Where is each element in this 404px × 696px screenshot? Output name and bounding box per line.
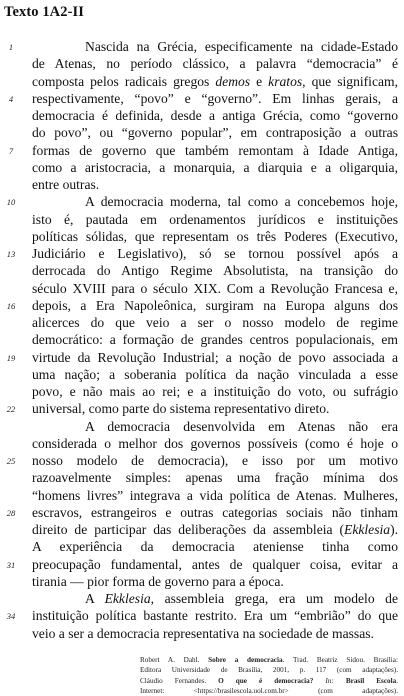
line-text: uma nação; a soberania política da nação vinculada a esse (32, 366, 398, 382)
line-text: povo, e não mais ao rei; e a instituição do voto, ou sufrágio (32, 384, 398, 399)
text-line (0, 331, 404, 348)
line-number: 13 (6, 249, 16, 259)
line-number: 22 (6, 404, 16, 415)
text-line (0, 73, 404, 90)
line-text: escravos, estrangeiros e outras categorias sociais não tinham (32, 504, 398, 520)
line-number: 10 (6, 197, 16, 208)
line-text: século XVIII para o século XIX. Com a Revolução Francesa e, (32, 280, 398, 296)
text-line (0, 159, 404, 176)
line-number: 1 (8, 42, 14, 52)
text-line (0, 452, 404, 469)
text-line (0, 193, 404, 210)
text-line (0, 590, 404, 607)
text-line (0, 142, 404, 159)
text-line (0, 556, 404, 573)
line-number: 34 (6, 611, 16, 622)
text-line (0, 349, 404, 366)
line-text: do povo”, ou “governo popular”, em contraposição a outras (32, 125, 398, 141)
text-line (0, 366, 404, 383)
text-line (0, 245, 404, 262)
text-line (0, 487, 404, 504)
text-line (0, 228, 404, 245)
text-line (0, 400, 404, 417)
line-text: entre outras. (32, 177, 100, 192)
text-line (0, 55, 404, 72)
reference-block (140, 655, 398, 696)
line-text: como a aristocracia, a monarquia, a diarquia e a oligarquia, (32, 159, 398, 175)
reference-line: Internet: <https://brasilescola.uol.com.br> (com adaptações). (140, 686, 398, 695)
line-text: razoavelmente simples: apenas uma fração mínima dos (32, 470, 398, 486)
line-text: Judiciário e Legislativo), só se tornou possível após a (32, 246, 398, 261)
text-body (0, 38, 404, 642)
line-text: A Ekklesia, assembleia grega, era um modelo de (85, 591, 398, 606)
text-line (0, 262, 404, 279)
line-text: formas de governo que também remontam à Idade Antiga, (32, 142, 398, 158)
line-number: 4 (8, 93, 14, 104)
reference-line: Cláudio Fernandes. O que é democracia? In: Brasil Escola. (140, 676, 398, 685)
line-text: instituição política bastante restrito. Era um “embrião” do que (32, 608, 398, 624)
line-text: universal, como parte do sistema representativo direto. (32, 401, 330, 417)
text-line (0, 469, 404, 486)
text-title: Texto 1A2-II (4, 4, 85, 20)
text-line (0, 418, 404, 435)
line-text: democrático: a formação de grandes centros populacionais, em (32, 332, 398, 348)
line-text: alicerces do que veio a ser o nosso modelo de regime (32, 315, 398, 330)
line-text: depois, a Era Napoleônica, surgiram na Europa alguns dos (32, 297, 398, 313)
line-number: 19 (6, 352, 16, 363)
text-line (0, 504, 404, 521)
line-text: “homens livres” integrava a vida política de Atenas. Mulheres, (32, 487, 398, 503)
line-text: composta pelos radicais gregos demos e kratos, que significam, (32, 73, 398, 89)
line-text: isto é, pautada em ordenamentos jurídicos e instituições (32, 211, 398, 227)
text-line (0, 107, 404, 124)
reference-line: Robert A. Dahl. Sobre a democracia. Trad. Beatriz Sidou. Brasília: (140, 656, 398, 664)
line-text: virtude da Revolução Industrial; a noção de povo associada a (32, 349, 398, 365)
line-text: A democracia moderna, tal como a concebemos hoje, (85, 194, 398, 210)
line-text: tirania — pior forma de governo para a época. (32, 573, 284, 589)
line-number: 31 (6, 559, 16, 570)
line-text: democracia é definida, desde a antiga Grécia, como “governo (32, 108, 398, 123)
line-text: nosso modelo de democracia), e isso por um motivo (32, 453, 398, 468)
line-number: 25 (6, 456, 16, 466)
text-line (0, 573, 404, 590)
text-line (0, 607, 404, 624)
text-line (0, 176, 404, 193)
text-line (0, 383, 404, 400)
line-text: políticas sólidas, que representam os três Poderes (Executivo, (32, 228, 398, 244)
text-line (0, 297, 404, 314)
line-text: Nascida na Grécia, especificamente na cidade-Estado (85, 39, 398, 54)
line-text: de Atenas, no período clássico, a palavra “democracia” é (32, 56, 398, 72)
text-line (0, 90, 404, 107)
line-text: preocupação fundamental, antes de qualquer coisa, evitar a (32, 556, 398, 572)
text-line (0, 124, 404, 141)
line-number: 16 (6, 300, 16, 311)
reference-line: Editora Universidade de Brasília, 2001, p. 117 (com adaptações). (140, 666, 398, 675)
line-text: considerada o melhor dos governos possíveis (como é hoje o (32, 435, 398, 451)
text-line (0, 435, 404, 452)
text-line (0, 314, 404, 331)
text-line (0, 625, 404, 642)
line-text: A experiência da democracia ateniense tinha como (32, 539, 398, 555)
line-text: respectivamente, “povo” e “governo”. Em linhas gerais, a (32, 90, 398, 106)
text-line (0, 211, 404, 228)
line-text: veio a ser a democracia representativa na sociedade de massas. (32, 625, 374, 641)
text-line (0, 38, 404, 55)
line-text: derrocada do Antigo Regime Absolutista, na transição do (32, 263, 398, 279)
text-line (0, 280, 404, 297)
line-text: direito de participar das deliberações da assembleia (Ekklesia). (32, 522, 398, 537)
line-number: 7 (8, 145, 14, 156)
line-text: A democracia desenvolvida em Atenas não era (85, 418, 398, 434)
text-line (0, 538, 404, 555)
line-number: 28 (6, 507, 16, 518)
text-line (0, 521, 404, 538)
